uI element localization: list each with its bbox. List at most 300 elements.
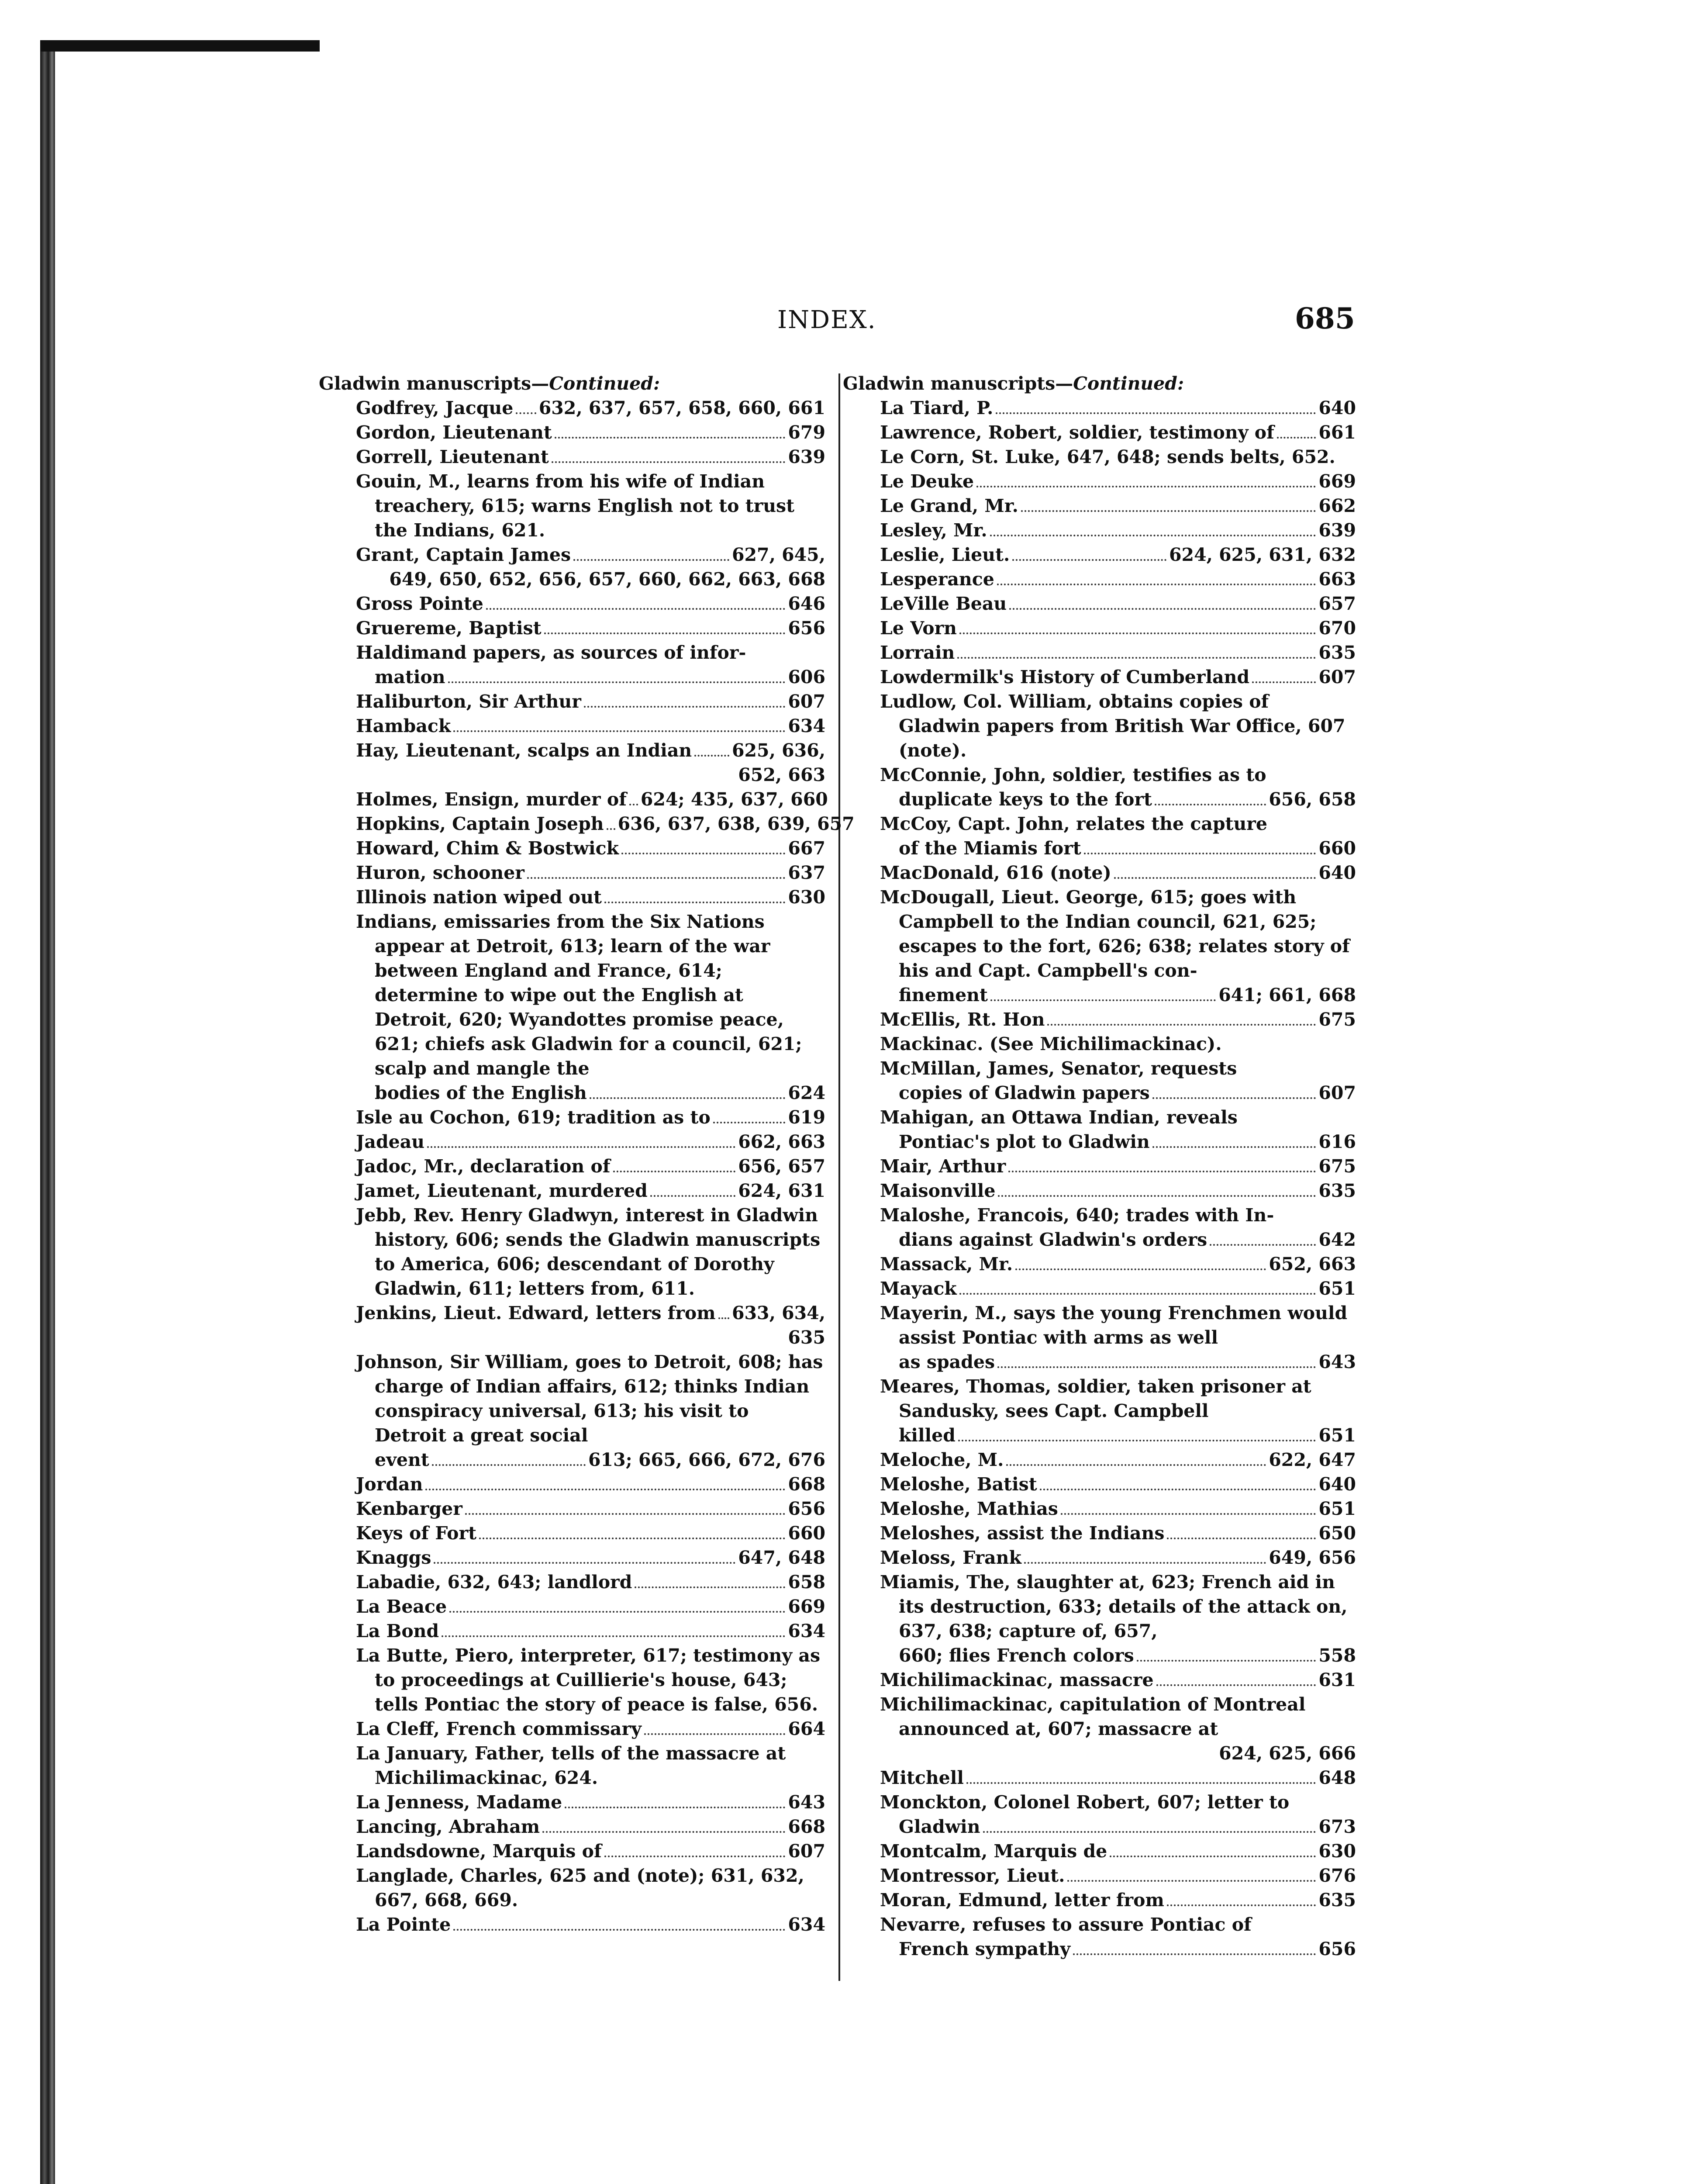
index-entry <box>319 714 825 738</box>
index-entry-tail <box>899 1814 1356 1839</box>
index-entry-text: Haldimand papers, as sources of infor- <box>356 642 746 663</box>
index-entry-pages: 652, 663 <box>1269 1254 1356 1275</box>
index-entry <box>843 1203 1356 1252</box>
dot-leader <box>584 706 786 708</box>
index-entry <box>319 860 825 885</box>
index-entry-name: Lesperance <box>880 569 994 590</box>
dot-leader <box>1210 1244 1316 1246</box>
index-entry-pages: 640 <box>1318 1474 1356 1495</box>
index-entry-pages: 651 <box>1318 1498 1356 1519</box>
index-entry-name: Knaggs <box>356 1547 431 1568</box>
index-entry <box>319 1863 825 1912</box>
index-entry-pages: 658 <box>788 1572 825 1593</box>
index-entry-name: Gladwin <box>899 1816 980 1837</box>
dot-leader <box>565 1807 785 1808</box>
index-entry-tail <box>899 1227 1356 1252</box>
index-entry-pages: 643 <box>788 1792 825 1813</box>
index-entry-tail <box>375 1081 825 1105</box>
index-entry-text: La Butte, Piero, interpreter, 617; testimony as to proceedings at Cuillierie's house, 643; tells Pontiac the story of peace is false, 656. <box>356 1645 821 1715</box>
index-entry-text: Mackinac. (See Michilimackinac). <box>880 1033 1222 1054</box>
index-entry-name: copies of Gladwin papers <box>899 1082 1150 1103</box>
index-entry <box>319 1790 825 1814</box>
index-entry-pages: 642 <box>1318 1229 1356 1250</box>
index-entry-name: Gruereme, Baptist <box>356 618 542 639</box>
index-entry <box>843 1912 1356 1961</box>
index-entry-name: Howard, Chim & Bostwick <box>356 838 619 859</box>
dot-leader <box>542 1831 785 1833</box>
index-entry-pages: 636, 637, 638, 639, 657 <box>618 813 855 834</box>
dot-leader <box>449 1611 785 1613</box>
index-entry-pages: 668 <box>788 1816 825 1837</box>
index-entry-name: killed <box>899 1425 956 1446</box>
index-entry-pages: 635 <box>1318 1890 1356 1911</box>
index-entry-name: dians against Gladwin's orders <box>899 1229 1207 1250</box>
index-entry <box>843 1276 1356 1301</box>
index-entry-name: bodies of the English <box>375 1082 587 1103</box>
dot-leader <box>976 486 1316 487</box>
index-entry-text: Maloshe, Francois, 640; trades with In- <box>880 1205 1274 1226</box>
index-entry <box>843 640 1356 665</box>
index-entry <box>843 396 1356 420</box>
index-entry-name: Huron, schooner <box>356 862 524 883</box>
index-entry-tail <box>899 1643 1356 1668</box>
index-entry-tail <box>899 1423 1356 1448</box>
dot-leader <box>425 1489 785 1490</box>
index-entry <box>319 1178 825 1203</box>
index-entry-pages: 675 <box>1318 1009 1356 1030</box>
index-entry-pages: 662, 663 <box>738 1131 825 1152</box>
index-entry <box>843 616 1356 640</box>
index-entry-pages: 661 <box>1318 422 1356 443</box>
index-entry-name: Lorrain <box>880 642 955 663</box>
dot-leader <box>1110 1856 1316 1857</box>
index-entry-continuation <box>319 567 825 591</box>
dot-leader <box>1061 1513 1316 1515</box>
index-entry-pages: 633, 634, <box>732 1303 825 1324</box>
index-entry-name: Kenbarger <box>356 1498 462 1519</box>
dot-leader <box>1152 1146 1316 1148</box>
index-entry-pages: 679 <box>788 422 825 443</box>
section-continued-label: Continued: <box>1073 373 1184 394</box>
dot-leader <box>434 1562 735 1564</box>
index-entry-name: Hamback <box>356 715 451 736</box>
index-entry-pages: 630 <box>788 887 825 908</box>
index-entry-name: Gorrell, Lieutenant <box>356 446 549 467</box>
index-entry-text: McCoy, Capt. John, relates the capture <box>880 813 1267 834</box>
dot-leader <box>552 461 786 463</box>
index-entry-pages: 675 <box>1318 1156 1356 1177</box>
index-entry-pages: 656, 657 <box>738 1156 825 1177</box>
index-entry-name: Mayack <box>880 1278 957 1299</box>
index-entry-name: Labadie, 632, 643; landlord <box>356 1572 632 1593</box>
index-entry-name: as spades <box>899 1351 995 1372</box>
index-entry <box>319 445 825 469</box>
index-entry-pages: 640 <box>1318 397 1356 418</box>
index-entry-pages: 663 <box>1318 569 1356 590</box>
index-entry-tail <box>899 1081 1356 1105</box>
index-entry-name: Godfrey, Jacque <box>356 397 514 418</box>
dot-leader <box>527 877 786 879</box>
index-entry-text: McDougall, Lieut. George, 615; goes with Campbell to the Indian council, 621, 625; escapes to the fort, 626; 638; relates story of his and Capt. Campbell's con- <box>880 887 1350 981</box>
dot-leader <box>479 1538 785 1539</box>
index-entry <box>843 1863 1356 1888</box>
index-entry <box>843 494 1356 518</box>
index-entry <box>319 689 825 714</box>
dot-leader <box>1156 1684 1316 1686</box>
index-entry-pages-continued: 649, 650, 652, 656, 657, 660, 662, 663, 668 <box>389 569 825 590</box>
index-entry-pages: 651 <box>1318 1425 1356 1446</box>
index-entry <box>319 1643 825 1717</box>
index-entry-pages: 656 <box>788 618 825 639</box>
index-entry-name: Jamet, Lieutenant, murdered <box>356 1180 648 1201</box>
dot-leader <box>1040 1489 1316 1490</box>
index-entry-pages: 660 <box>788 1523 825 1544</box>
dot-leader <box>990 535 1316 536</box>
index-entry-text: Gouin, M., learns from his wife of Indian treachery, 615; warns English not to trust the Indians, 621. <box>356 471 795 541</box>
index-entry <box>843 1374 1356 1448</box>
dot-leader <box>604 902 785 903</box>
index-entry-name: Landsdowne, Marquis of <box>356 1841 602 1862</box>
index-entry-name: French sympathy <box>899 1939 1071 1959</box>
index-entry-name: Illinois nation wiped out <box>356 887 602 908</box>
index-entry-pages: 635 <box>1318 642 1356 663</box>
section-continued-label: Continued: <box>549 373 660 394</box>
index-entry-name: Leslie, Lieut. <box>880 544 1010 565</box>
index-entry <box>843 1154 1356 1178</box>
index-entry-name: Isle au Cochon, 619; tradition as to <box>356 1107 711 1128</box>
index-entry <box>843 1888 1356 1912</box>
index-entry-tail <box>899 1350 1356 1374</box>
index-entry-text: Monckton, Colonel Robert, 607; letter to <box>880 1792 1290 1813</box>
index-entry <box>319 396 825 420</box>
dot-leader <box>486 608 786 610</box>
index-entry-name: Meloshes, assist the Indians <box>880 1523 1165 1544</box>
dot-leader <box>983 1831 1316 1833</box>
index-entry-pages: 625, 636, <box>732 740 825 761</box>
index-entry-name: of the Miamis fort <box>899 838 1081 859</box>
index-entry-pages: 627, 645, <box>732 544 825 565</box>
binding-edge-top <box>40 40 320 52</box>
dot-leader <box>1167 1538 1316 1539</box>
index-entry-pages-continued: 635 <box>788 1327 825 1348</box>
index-entry <box>319 1105 825 1130</box>
dot-leader <box>604 1856 786 1857</box>
index-entry-name: Massack, Mr. <box>880 1254 1013 1275</box>
index-entry <box>319 1814 825 1839</box>
index-entry-pages: 640 <box>1318 862 1356 883</box>
index-entry-name: Le Vorn <box>880 618 957 639</box>
index-entry-pages: 622, 647 <box>1269 1449 1356 1470</box>
index-entry-name: Jenkins, Lieut. Edward, letters from <box>356 1303 716 1324</box>
index-entry-pages: 670 <box>1318 618 1356 639</box>
dot-leader <box>544 632 786 634</box>
index-entry-text: Indians, emissaries from the Six Nations appear at Detroit, 613; learn of the war between England and France, 614; determine to wipe out the English at Detroit, 620; Wyandottes promise peace, 621; chiefs ask Gladwin for a council, 621; scalp and mangle the <box>356 911 802 1079</box>
index-entry-tail <box>899 787 1356 812</box>
index-entry-tail <box>375 1448 825 1472</box>
section-heading <box>843 371 1356 396</box>
section-heading-text: Gladwin manuscripts— <box>319 373 549 394</box>
dot-leader <box>1067 1880 1316 1882</box>
index-entry <box>319 543 825 567</box>
page-number: 685 <box>1295 301 1355 335</box>
index-entry-pages: 656 <box>1318 1939 1356 1959</box>
index-entry <box>843 1056 1356 1105</box>
index-entry-text: Jebb, Rev. Henry Gladwyn, interest in Gladwin history, 606; sends the Gladwin manuscripts to America, 606; descendant of Dorothy Gladwin, 611; letters from, 611. <box>356 1205 821 1299</box>
index-entry-text: McConnie, John, soldier, testifies as to <box>880 764 1266 785</box>
index-entry-pages: 639 <box>788 446 825 467</box>
index-entry <box>843 1007 1356 1032</box>
index-entry-continuation <box>319 763 825 787</box>
index-entry-name: event <box>375 1449 429 1470</box>
index-entry-name: Meloche, M. <box>880 1449 1004 1470</box>
index-entry-name: La Bond <box>356 1621 439 1641</box>
dot-leader <box>957 657 1316 659</box>
index-entry-name: Pontiac's plot to Gladwin <box>899 1131 1150 1152</box>
index-entry-text: Johnson, Sir William, goes to Detroit, 608; has charge of Indian affairs, 612; thinks Indian conspiracy universal, 613; his visit to Detroit a great social <box>356 1351 823 1446</box>
dot-leader <box>573 559 729 561</box>
index-entry-text: Ludlow, Col. William, obtains copies of Gladwin papers from British War Office, 607 (note). <box>880 691 1345 761</box>
index-entry-pages: 607 <box>788 691 825 712</box>
index-entry <box>319 1130 825 1154</box>
index-entry <box>319 591 825 616</box>
index-entry-pages: 558 <box>1318 1645 1356 1666</box>
index-entry-pages: 616 <box>1318 1131 1356 1152</box>
index-entry-text: Langlade, Charles, 625 and (note); 631, 632, 667, 668, 669. <box>356 1865 804 1911</box>
index-entries <box>319 396 855 1937</box>
index-entry-tail <box>899 836 1356 860</box>
index-entry <box>319 420 825 445</box>
index-entry <box>319 1521 825 1545</box>
index-entry-pages: 607 <box>1318 1082 1356 1103</box>
index-entry-name: Meloshe, Mathias <box>880 1498 1058 1519</box>
index-entry <box>319 1741 825 1790</box>
index-entry-text: McMillan, James, Senator, requests <box>880 1058 1237 1079</box>
dot-leader <box>1009 608 1316 610</box>
index-entry-name: Lowdermilk's History of Cumberland <box>880 667 1250 688</box>
index-entry-name: Haliburton, Sir Arthur <box>356 691 581 712</box>
index-entry <box>843 860 1356 885</box>
dot-leader <box>1084 853 1316 854</box>
index-entry-pages: 637 <box>788 862 825 883</box>
dot-leader <box>997 1366 1316 1368</box>
dot-leader <box>453 730 785 732</box>
index-entry-pages: 634 <box>788 1621 825 1641</box>
index-entry <box>843 567 1356 591</box>
dot-leader <box>465 1513 786 1515</box>
index-entry-tail <box>899 1937 1356 1961</box>
page-header-title: INDEX. <box>777 306 876 334</box>
index-entry-name: Jadoc, Mr., declaration of <box>356 1156 611 1177</box>
dot-leader <box>1047 1024 1316 1026</box>
index-entry-pages: 668 <box>788 1474 825 1495</box>
index-entry <box>843 469 1356 494</box>
index-entry <box>843 1521 1356 1545</box>
index-entry-continuation <box>319 1325 825 1350</box>
index-entry-name: Jordan <box>356 1474 423 1495</box>
index-entry-tail <box>375 665 825 689</box>
index-entry-pages: 635 <box>1318 1180 1356 1201</box>
index-entry-pages: 639 <box>1318 520 1356 541</box>
index-entry-tail <box>899 1130 1356 1154</box>
index-entry-name: La Cleff, French commissary <box>356 1718 642 1739</box>
index-entry-name: finement <box>899 985 988 1006</box>
index-entry-name: Keys of Fort <box>356 1523 477 1544</box>
index-entry-name: Maisonville <box>880 1180 996 1201</box>
index-entry-name: Le Grand, Mr. <box>880 495 1018 516</box>
dot-leader <box>442 1635 785 1637</box>
index-entry-name: Michilimackinac, massacre <box>880 1669 1154 1690</box>
dot-leader <box>1277 437 1316 439</box>
index-entry-pages: 673 <box>1318 1816 1356 1837</box>
index-entry-pages: 646 <box>788 593 825 614</box>
index-entry-pages: 630 <box>1318 1841 1356 1862</box>
index-entry <box>319 1154 825 1178</box>
index-entries <box>843 396 1356 1961</box>
index-entry-pages-continued: 624, 625, 666 <box>1219 1743 1356 1764</box>
index-entry <box>843 1252 1356 1276</box>
index-entry <box>319 1912 825 1937</box>
index-entry-pages: 669 <box>788 1596 825 1617</box>
index-entry <box>319 469 825 543</box>
index-entry <box>843 665 1356 689</box>
dot-leader <box>1155 804 1266 805</box>
index-entry <box>843 445 1356 469</box>
index-entry <box>843 885 1356 1007</box>
index-entry <box>319 836 825 860</box>
index-entry-pages: 619 <box>788 1107 825 1128</box>
dot-leader <box>590 1097 786 1099</box>
index-entry-name: Gross Pointe <box>356 593 483 614</box>
dot-leader <box>453 1929 785 1931</box>
index-entry <box>843 1178 1356 1203</box>
dot-leader <box>990 999 1216 1001</box>
index-entry <box>843 1545 1356 1570</box>
index-entry-name: La Tiard, P. <box>880 397 994 418</box>
index-entry-pages: 664 <box>788 1718 825 1739</box>
index-entry-name: Hopkins, Captain Joseph <box>356 813 604 834</box>
index-entry-pages: 632, 637, 657, 658, 660, 661 <box>538 397 825 418</box>
index-entry <box>319 1717 825 1741</box>
index-entry-name: Lancing, Abraham <box>356 1816 540 1837</box>
index-entry-pages: 643 <box>1318 1351 1356 1372</box>
index-entry-name: mation <box>375 667 445 688</box>
index-entry <box>319 1301 825 1325</box>
index-entry <box>319 812 855 836</box>
index-entry-name: Le Deuke <box>880 471 974 492</box>
index-entry <box>319 885 825 909</box>
index-entry-pages-continued: 652, 663 <box>738 764 825 785</box>
index-entry-pages: 641; 661, 668 <box>1218 985 1356 1006</box>
index-entry <box>843 689 1356 763</box>
index-entry <box>319 1545 825 1570</box>
index-entry-name: MacDonald, 616 (note) <box>880 862 1111 883</box>
section-heading-text: Gladwin manuscripts— <box>843 373 1073 394</box>
index-entry-pages: 624, 631 <box>738 1180 825 1201</box>
index-entry-pages: 606 <box>788 667 825 688</box>
index-entry-name: Lawrence, Robert, soldier, testimony of <box>880 422 1274 443</box>
index-entry-pages: 656, 658 <box>1269 789 1356 810</box>
index-entry <box>843 1496 1356 1521</box>
dot-leader <box>1021 510 1316 512</box>
index-entry <box>843 1790 1356 1839</box>
index-entry-pages: 649, 656 <box>1269 1547 1356 1568</box>
index-entry-name: Hay, Lieutenant, scalps an Indian <box>356 740 692 761</box>
index-entry-name: Jadeau <box>356 1131 425 1152</box>
dot-leader <box>1006 1464 1266 1466</box>
index-entry <box>319 1570 825 1594</box>
dot-leader <box>1024 1562 1266 1564</box>
index-entry <box>843 1839 1356 1863</box>
index-entry-pages: 651 <box>1318 1278 1356 1299</box>
dot-leader <box>1137 1660 1316 1662</box>
index-entry-pages: 662 <box>1318 495 1356 516</box>
binding-edge <box>40 52 55 2184</box>
section-heading <box>319 371 825 396</box>
index-entry-name: La Pointe <box>356 1914 451 1935</box>
index-entry-pages: 613; 665, 666, 672, 676 <box>588 1449 825 1470</box>
index-entry-name: Mair, Arthur <box>880 1156 1006 1177</box>
index-entry-tail <box>899 983 1356 1007</box>
index-entry-name: Lesley, Mr. <box>880 520 987 541</box>
index-entry <box>843 1472 1356 1496</box>
dot-leader <box>629 804 638 805</box>
dot-leader <box>607 828 615 830</box>
index-entry <box>843 1301 1356 1374</box>
dot-leader <box>613 1171 736 1172</box>
dot-leader <box>1008 1171 1316 1172</box>
index-entry-pages: 657 <box>1318 593 1356 614</box>
index-entry-pages: 607 <box>788 1841 825 1862</box>
index-entry <box>843 763 1356 812</box>
index-entry-pages: 650 <box>1318 1523 1356 1544</box>
index-entry-name: La Beace <box>356 1596 447 1617</box>
index-entry <box>319 1839 825 1863</box>
index-entry-text: Mahigan, an Ottawa Indian, reveals <box>880 1107 1238 1128</box>
index-entry-pages: 607 <box>1318 667 1356 688</box>
index-entry-pages: 624; 435, 637, 660 <box>640 789 828 810</box>
index-entry-pages: 624 <box>788 1082 825 1103</box>
index-entry-pages: 634 <box>788 715 825 736</box>
index-entry-text: Mayerin, M., says the young Frenchmen would assist Pontiac with arms as well <box>880 1303 1348 1348</box>
index-entry <box>843 1448 1356 1472</box>
dot-leader <box>516 412 536 414</box>
index-entry-name: Holmes, Ensign, murder of <box>356 789 627 810</box>
index-entry-text: La January, Father, tells of the massacre at Michilimackinac, 624. <box>356 1743 786 1788</box>
index-entry <box>843 1692 1356 1766</box>
dot-leader <box>644 1733 786 1735</box>
index-entry-text: Miamis, The, slaughter at, 623; French aid in its destruction, 633; details of the attack on, 637, 638; capture of, 657, <box>880 1572 1348 1641</box>
index-entry-text: Meares, Thomas, soldier, taken prisoner at Sandusky, sees Capt. Campbell <box>880 1376 1311 1421</box>
index-entry-pages: 676 <box>1318 1865 1356 1886</box>
index-entry <box>319 1619 825 1643</box>
index-entry <box>843 518 1356 543</box>
index-entry <box>843 543 1356 567</box>
index-entry-name: duplicate keys to the fort <box>899 789 1152 810</box>
index-entry <box>319 1594 825 1619</box>
dot-leader <box>448 681 786 683</box>
index-entry <box>319 1350 825 1472</box>
dot-leader <box>1167 1904 1316 1906</box>
dot-leader <box>1152 1097 1316 1099</box>
index-entry-pages: 631 <box>1318 1669 1356 1690</box>
dot-leader <box>997 584 1316 585</box>
dot-leader <box>966 1782 1316 1784</box>
index-entry <box>843 1032 1356 1056</box>
index-entry-name: Grant, Captain James <box>356 544 571 565</box>
index-entry <box>319 1496 825 1521</box>
index-entry <box>319 787 828 812</box>
index-entry-pages: 647, 648 <box>738 1547 825 1568</box>
